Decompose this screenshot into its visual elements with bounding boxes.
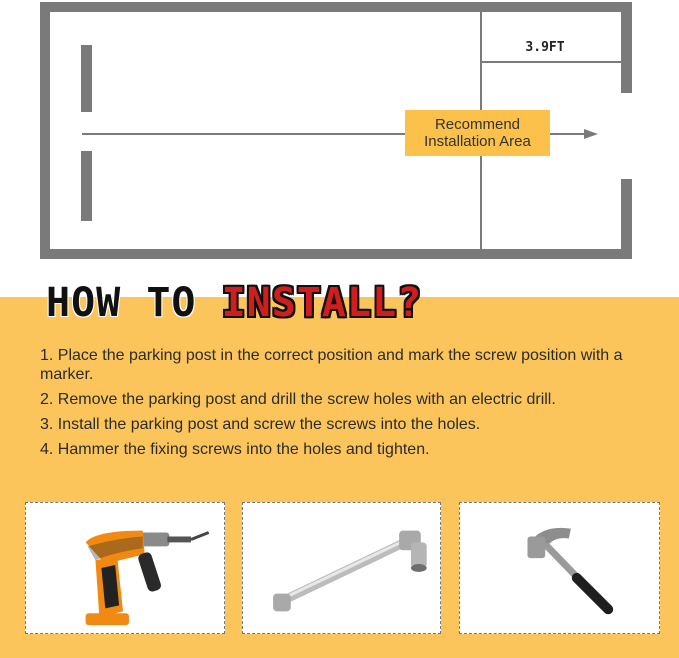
hammer-icon [460, 503, 659, 633]
tool-card-wrench [242, 502, 441, 634]
recommended-area-label [405, 110, 550, 156]
wall-right-lower [621, 179, 632, 259]
wall-top [40, 2, 632, 12]
tool-card-drill [25, 502, 225, 634]
step-item: 3. Install the parking post and screw the screws into the holes. [40, 416, 481, 433]
step-item: 1. Place the parking post in the correct position and mark the screw position with a marker. [40, 347, 623, 383]
title-word-how-to: HOW TO [46, 280, 197, 326]
parking-diagram [0, 0, 679, 270]
dimension-label: 3.9FT [525, 40, 565, 55]
post-lower [81, 151, 92, 221]
electric-drill-icon [26, 503, 224, 633]
wall-bottom [40, 249, 632, 259]
tool-card-hammer [459, 502, 660, 634]
step-item: 2. Remove the parking post and drill the screw holes with an electric drill. [40, 391, 556, 408]
zone-divider-horizontal [482, 61, 621, 63]
step-item: 4. Hammer the fixing screws into the holes and tighten. [40, 441, 430, 458]
area-label-line1: Recommend [434, 116, 521, 133]
wall-right-upper [621, 2, 632, 93]
post-upper [81, 45, 92, 112]
page-title [46, 280, 422, 326]
install-steps [40, 346, 640, 465]
wall-left [40, 2, 50, 259]
socket-wrench-icon [243, 503, 440, 633]
arrow-head-icon [584, 129, 598, 139]
title-word-install: INSTALL? [221, 280, 423, 326]
area-label-line2: Installation Area [424, 133, 531, 150]
